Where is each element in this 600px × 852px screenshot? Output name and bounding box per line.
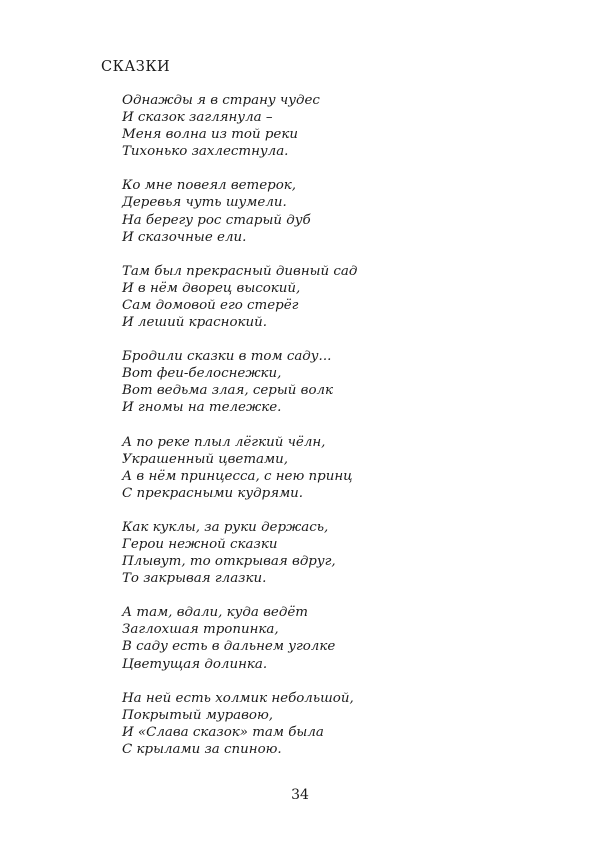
poem-body [122,92,542,775]
poem-line: Заглохшая тропинка, [122,622,279,638]
poem-line: Цветущая долинка. [122,656,268,672]
poem-line: И сказочные ели. [122,229,247,245]
stanza [122,690,542,758]
stanza [122,434,542,502]
poem-line: На ней есть холмик небольшой, [122,690,354,706]
poem-line: Покрытый муравою, [122,707,274,723]
poem-line: Герои нежной сказки [122,536,278,552]
stanza [122,177,542,245]
poem-line: И гномы на тележке. [122,400,282,416]
poem-line: Вот ведьма злая, серый волк [122,383,334,399]
poem-line: Деревья чуть шумели. [122,195,287,211]
poem-line: Сам домовой его стерёг [122,297,299,313]
poem-line: Меня волна из той реки [122,127,298,143]
poem-line: Вот феи-белоснежки, [122,366,282,382]
stanza [122,604,542,672]
poem-line: Тихонько захлестнула. [122,144,289,160]
poem-line: С крылами за спиною. [122,741,282,757]
stanza [122,263,542,331]
page-number: 34 [291,787,309,803]
poem-line: Как куклы, за руки держась, [122,519,329,535]
poem-line: Бродили сказки в том саду... [122,349,332,365]
stanza [122,92,542,160]
poem-line: И в нём дворец высокий, [122,280,301,296]
poem-line: То закрывая глазки. [122,571,267,587]
poem-line: А там, вдали, куда ведёт [122,605,308,621]
poem-line: На берегу рос старый дуб [122,212,311,228]
stanza [122,519,542,587]
poem-line: Плывут, то открывая вдруг, [122,554,336,570]
poem-line: Украшенный цветами, [122,451,288,467]
poem-line: А по реке плыл лёгкий чёлн, [122,434,326,450]
stanza [122,348,542,416]
poem-title: СКАЗКИ [101,59,171,75]
poem-line: Однажды я в страну чудес [122,93,320,108]
poem-line: С прекрасными кудрями. [122,485,304,501]
poem-line: И леший краснокий. [122,315,268,331]
poem-line: А в нём принцесса, с нею принц [122,468,353,484]
poem-line: И сказок заглянула – [122,110,273,126]
poem-line: Ко мне повеял ветерок, [122,178,297,194]
poem-line: Там был прекрасный дивный сад [122,263,358,279]
poem-line: В саду есть в дальнем уголке [122,639,336,655]
poem-line: И «Слава сказок» там была [122,724,324,740]
